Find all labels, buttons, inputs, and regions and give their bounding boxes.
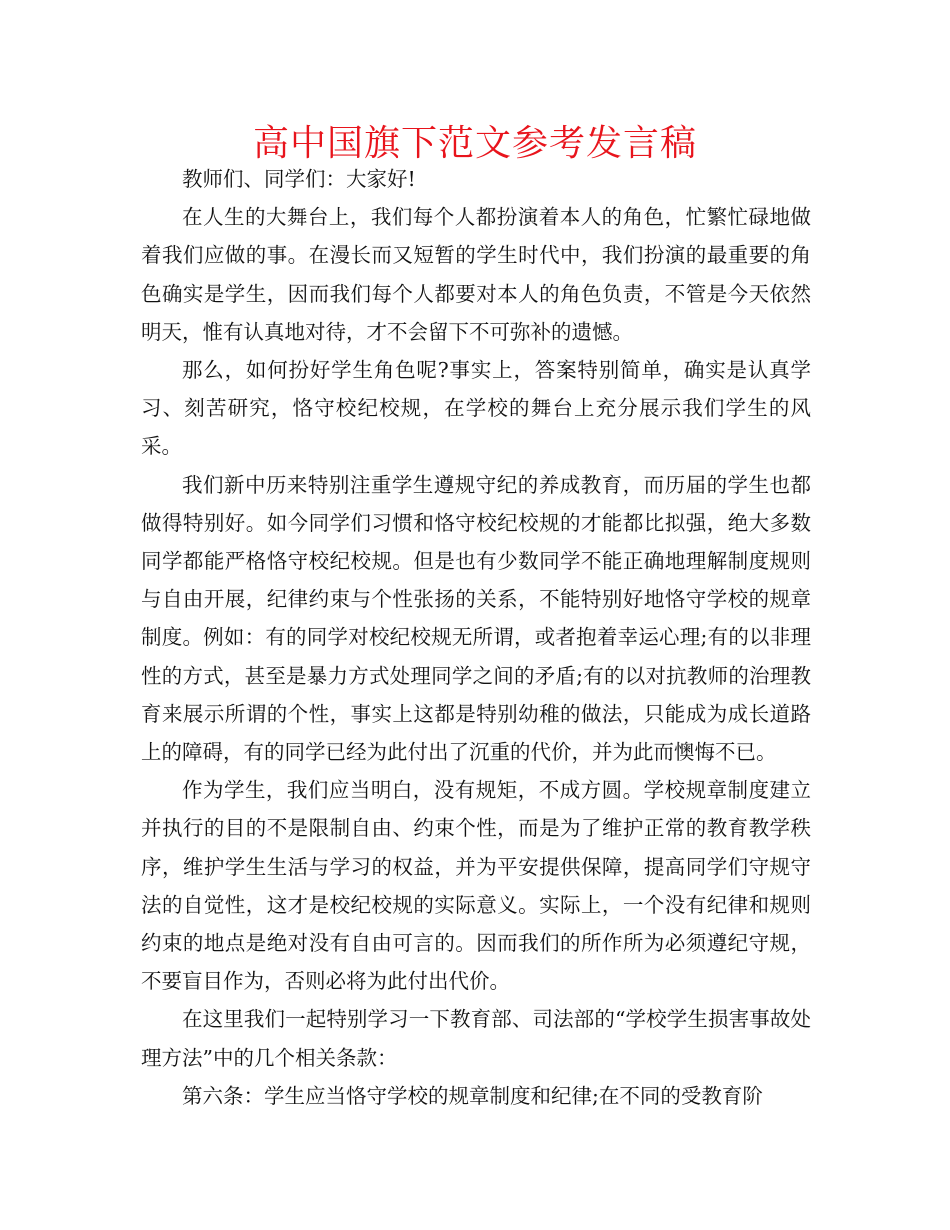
body-paragraph: 作为学生，我们应当明白，没有规矩，不成方圆。学校规章制度建立并执行的目的不是限制自由、约束个性，而是为了维护正常的教育教学秩序，维护学生生活与学习的权益，并为平安提供保障，提高同学们守规守法的自觉性，这才是校纪校规的实际意义。实际上，一个没有纪律和规则约束的地点是绝对没有自由可言的。因而我们的所作所为必须遵纪守规，不要盲目作为，否则必将为此付出代价。 bbox=[141, 778, 811, 994]
document-title: 高中国旗下范文参考发言稿 bbox=[252, 123, 697, 164]
body-paragraph: 在人生的大舞台上，我们每个人都扮演着本人的角色，忙繁忙碌地做着我们应做的事。在漫长而又短暂的学生时代中，我们扮演的最重要的角色确实是学生，因而我们每个人都要对本人的角色负责，不管是今天依然明天，惟有认真地对待，才不会留下不可弥补的遗憾。 bbox=[141, 205, 811, 344]
greeting-paragraph: 教师们、同学们：大家好! bbox=[182, 167, 416, 191]
body-paragraph: 我们新中历来特别注重学生遵规守纪的养成教育，而历届的学生也都做得特别好。如今同学们习惯和恪守校纪校规的才能都比拟强，绝大多数同学都能严格恪守校纪校规。但是也有少数同学不能正确地理解制度规则与自由开展，纪律约束与个性张扬的关系，不能特别好地恪守学校的规章制度。例如：有的同学对校纪校规无所谓，或者抱着幸运心理;有的以非理性的方式，甚至是暴力方式处理同学之间的矛盾;有的以对抗教师的治理教育来展示所谓的个性，事实上这都是特别幼稚的做法，只能成为成长道路上的障碍，有的同学已经为此付出了沉重的代价，并为此而懊悔不已。 bbox=[141, 472, 811, 765]
document-body bbox=[141, 160, 811, 1115]
body-paragraph: 在这里我们一起特别学习一下教育部、司法部的“学校学生损害事故处理方法”中的几个相关条款： bbox=[141, 1007, 811, 1070]
body-paragraph: 第六条：学生应当恪守学校的规章制度和纪律;在不同的受教育阶 bbox=[182, 1083, 763, 1108]
body-paragraph: 那么，如何扮好学生角色呢?事实上，答案特别简单，确实是认真学习、刻苦研究，恪守校纪校规，在学校的舞台上充分展示我们学生的风采。 bbox=[141, 358, 811, 459]
